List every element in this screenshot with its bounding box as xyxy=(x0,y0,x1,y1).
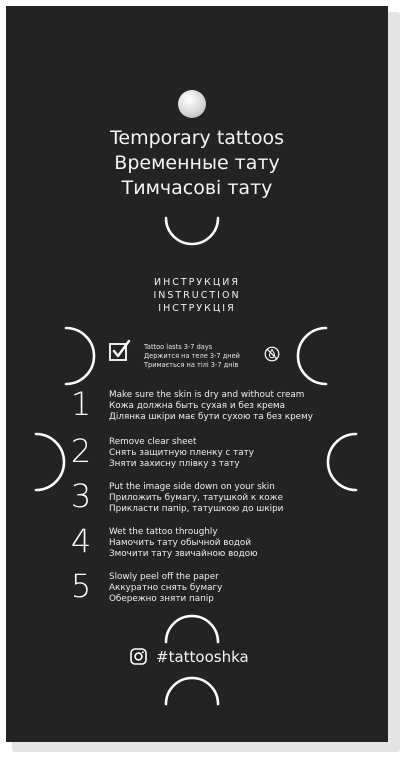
step-line-english: Remove clear sheet xyxy=(109,437,197,447)
title-ukrainian: Тимчасові тату xyxy=(121,177,273,199)
duration-russian: Держится на теле 3-7 дней xyxy=(144,352,240,360)
checkbox-check-icon xyxy=(108,339,132,363)
title-russian: Временные тату xyxy=(114,152,280,174)
step-line-english: Wet the tattoo throughly xyxy=(109,527,218,537)
decor-arc-left-upper xyxy=(62,324,98,388)
step-text xyxy=(109,527,258,561)
step-number: 5 xyxy=(70,567,92,605)
instruction-header-russian: ИНСТРУКЦИЯ xyxy=(153,277,241,288)
step-line-russian: Намочить тату обычной водой xyxy=(109,538,252,549)
step-line-ukrainian: Прикласти папір, татушкою до шкіри xyxy=(109,504,284,515)
step-number: 3 xyxy=(70,477,92,515)
step-line-ukrainian: Обережно зняти папір xyxy=(109,594,214,605)
step-line-russian: Снять защитную пленку с тату xyxy=(109,448,254,459)
step-text xyxy=(109,572,222,606)
step-line-russian: Аккуратно снять бумагу xyxy=(109,583,223,594)
step-line-ukrainian: Ділянка шкіри має бути сухою та без крему xyxy=(109,412,313,423)
instruction-header xyxy=(6,276,388,315)
step-line-russian: Приложить бумагу, татушкой к коже xyxy=(109,493,283,504)
decor-arc-right-middle xyxy=(324,430,360,494)
instagram-icon xyxy=(130,648,147,665)
instruction-header-ukrainian: ІНСТРУКЦІЯ xyxy=(158,303,236,314)
duration-english: Tattoo lasts 3-7 days xyxy=(144,343,213,351)
instruction-card xyxy=(6,6,388,742)
decor-arc-right-upper xyxy=(294,324,330,388)
no-water-icon xyxy=(264,346,280,362)
decor-arc-bottom-center xyxy=(162,674,222,706)
step-number: 2 xyxy=(70,432,92,470)
step-text xyxy=(109,482,283,516)
step-text xyxy=(109,390,313,424)
decor-arc-above-hashtag xyxy=(162,612,222,644)
step-text xyxy=(109,437,254,471)
step-line-russian: Кожа должна быть сухая и без крема xyxy=(109,401,286,412)
hashtag-text: #tattooshka xyxy=(156,648,249,666)
hanger-hole xyxy=(178,90,206,118)
title-block xyxy=(6,126,388,201)
step-line-ukrainian: Зняти захисну плівку з тату xyxy=(109,459,240,470)
decor-arc-top-center xyxy=(162,216,222,248)
title-english: Temporary tattoos xyxy=(110,127,284,149)
step-line-english: Put the image side down on your skin xyxy=(109,482,275,492)
step-number: 4 xyxy=(70,522,92,560)
decor-arc-left-middle xyxy=(32,430,68,494)
duration-info xyxy=(144,343,240,370)
step-number: 1 xyxy=(70,385,92,423)
step-line-english: Slowly peel off the paper xyxy=(109,572,219,582)
step-line-english: Make sure the skin is dry and without cream xyxy=(109,390,305,400)
duration-ukrainian: Тримається на тілі 3-7 днів xyxy=(144,361,239,369)
step-line-ukrainian: Змочити тату звичайною водою xyxy=(109,549,258,560)
instruction-header-english: INSTRUCTION xyxy=(153,290,241,301)
